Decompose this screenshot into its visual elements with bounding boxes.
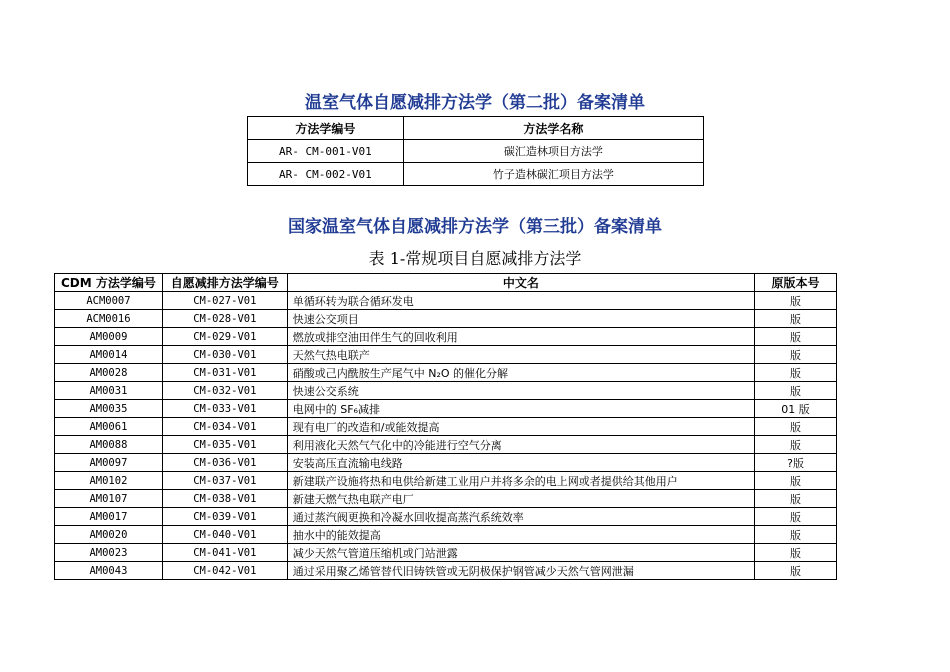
chinese-name: 单循环转为联合循环发电 — [287, 292, 754, 310]
voluntary-id: CM-028-V01 — [162, 310, 287, 328]
header-methodology-name: 方法学名称 — [403, 117, 703, 140]
table-row — [55, 292, 837, 310]
voluntary-id: CM-030-V01 — [162, 346, 287, 364]
original-version: 01 版 — [755, 400, 837, 418]
chinese-name: 快速公交系统 — [287, 382, 754, 400]
methodology-id: AR- CM-001-V01 — [248, 140, 404, 163]
cdm-id: AM0028 — [55, 364, 163, 382]
original-version: 版 — [755, 292, 837, 310]
voluntary-id: CM-041-V01 — [162, 544, 287, 562]
chinese-name: 电网中的 SF₆减排 — [287, 400, 754, 418]
voluntary-id: CM-042-V01 — [162, 562, 287, 580]
table-row — [55, 346, 837, 364]
table-row — [55, 382, 837, 400]
original-version: 版 — [755, 526, 837, 544]
table-header-row — [55, 274, 837, 292]
methodology-table-batch3 — [54, 273, 837, 580]
section1-title: 温室气体自愿减排方法学（第二批）备案清单 — [305, 93, 645, 113]
voluntary-id: CM-032-V01 — [162, 382, 287, 400]
chinese-name: 硝酸或己内酰胺生产尾气中 N₂O 的催化分解 — [287, 364, 754, 382]
cdm-id: AM0035 — [55, 400, 163, 418]
original-version: 版 — [755, 436, 837, 454]
table-caption: 表 1-常规项目自愿减排方法学 — [368, 249, 582, 268]
section2-title: 国家温室气体自愿减排方法学（第三批）备案清单 — [288, 217, 662, 237]
table-row — [55, 418, 837, 436]
chinese-name: 抽水中的能效提高 — [287, 526, 754, 544]
table-row — [55, 454, 837, 472]
original-version: 版 — [755, 490, 837, 508]
original-version: 版 — [755, 328, 837, 346]
original-version: 版 — [755, 418, 837, 436]
chinese-name: 快速公交项目 — [287, 310, 754, 328]
voluntary-id: CM-036-V01 — [162, 454, 287, 472]
cdm-id: ACM0016 — [55, 310, 163, 328]
voluntary-id: CM-035-V01 — [162, 436, 287, 454]
chinese-name: 新建联产设施将热和电供给新建工业用户并将多余的电上网或者提供给其他用户 — [287, 472, 754, 490]
cdm-id: AM0088 — [55, 436, 163, 454]
cdm-id: AM0107 — [55, 490, 163, 508]
methodology-name: 碳汇造林项目方法学 — [403, 140, 703, 163]
cdm-id: AM0102 — [55, 472, 163, 490]
table-row — [248, 140, 704, 163]
chinese-name: 利用液化天然气气化中的冷能进行空气分离 — [287, 436, 754, 454]
voluntary-id: CM-029-V01 — [162, 328, 287, 346]
table-row — [55, 310, 837, 328]
header-original-version: 原版本号 — [755, 274, 837, 292]
cdm-id: AM0020 — [55, 526, 163, 544]
original-version: 版 — [755, 364, 837, 382]
original-version: ?版 — [755, 454, 837, 472]
original-version: 版 — [755, 562, 837, 580]
voluntary-id: CM-039-V01 — [162, 508, 287, 526]
cdm-id: AM0023 — [55, 544, 163, 562]
cdm-id: AM0009 — [55, 328, 163, 346]
methodology-table-batch2 — [247, 116, 704, 186]
chinese-name: 现有电厂的改造和/或能效提高 — [287, 418, 754, 436]
header-cdm-id: CDM 方法学编号 — [55, 274, 163, 292]
voluntary-id: CM-033-V01 — [162, 400, 287, 418]
table-row — [55, 526, 837, 544]
cdm-id: AM0097 — [55, 454, 163, 472]
chinese-name: 减少天然气管道压缩机或门站泄露 — [287, 544, 754, 562]
chinese-name: 通过采用聚乙烯管替代旧铸铁管或无阴极保护钢管减少天然气管网泄漏 — [287, 562, 754, 580]
methodology-id: AR- CM-002-V01 — [248, 163, 404, 186]
original-version: 版 — [755, 310, 837, 328]
cdm-id: AM0031 — [55, 382, 163, 400]
cdm-id: AM0014 — [55, 346, 163, 364]
table-row — [55, 508, 837, 526]
table-row — [55, 328, 837, 346]
voluntary-id: CM-027-V01 — [162, 292, 287, 310]
original-version: 版 — [755, 544, 837, 562]
chinese-name: 天然气热电联产 — [287, 346, 754, 364]
voluntary-id: CM-034-V01 — [162, 418, 287, 436]
table-row — [55, 364, 837, 382]
chinese-name: 通过蒸汽阀更换和冷凝水回收提高蒸汽系统效率 — [287, 508, 754, 526]
table-row — [55, 472, 837, 490]
cdm-id: ACM0007 — [55, 292, 163, 310]
chinese-name: 燃放或排空油田伴生气的回收利用 — [287, 328, 754, 346]
original-version: 版 — [755, 508, 837, 526]
voluntary-id: CM-031-V01 — [162, 364, 287, 382]
original-version: 版 — [755, 472, 837, 490]
cdm-id: AM0061 — [55, 418, 163, 436]
header-chinese-name: 中文名 — [287, 274, 754, 292]
table-row — [248, 163, 704, 186]
header-voluntary-id: 自愿减排方法学编号 — [162, 274, 287, 292]
cdm-id: AM0043 — [55, 562, 163, 580]
table-header-row — [248, 117, 704, 140]
voluntary-id: CM-038-V01 — [162, 490, 287, 508]
chinese-name: 安装高压直流输电线路 — [287, 454, 754, 472]
header-methodology-id: 方法学编号 — [248, 117, 404, 140]
cdm-id: AM0017 — [55, 508, 163, 526]
table-row — [55, 544, 837, 562]
chinese-name: 新建天燃气热电联产电厂 — [287, 490, 754, 508]
voluntary-id: CM-040-V01 — [162, 526, 287, 544]
original-version: 版 — [755, 346, 837, 364]
voluntary-id: CM-037-V01 — [162, 472, 287, 490]
original-version: 版 — [755, 382, 837, 400]
methodology-name: 竹子造林碳汇项目方法学 — [403, 163, 703, 186]
table-row — [55, 400, 837, 418]
table-row — [55, 436, 837, 454]
table-row — [55, 490, 837, 508]
table-row — [55, 562, 837, 580]
